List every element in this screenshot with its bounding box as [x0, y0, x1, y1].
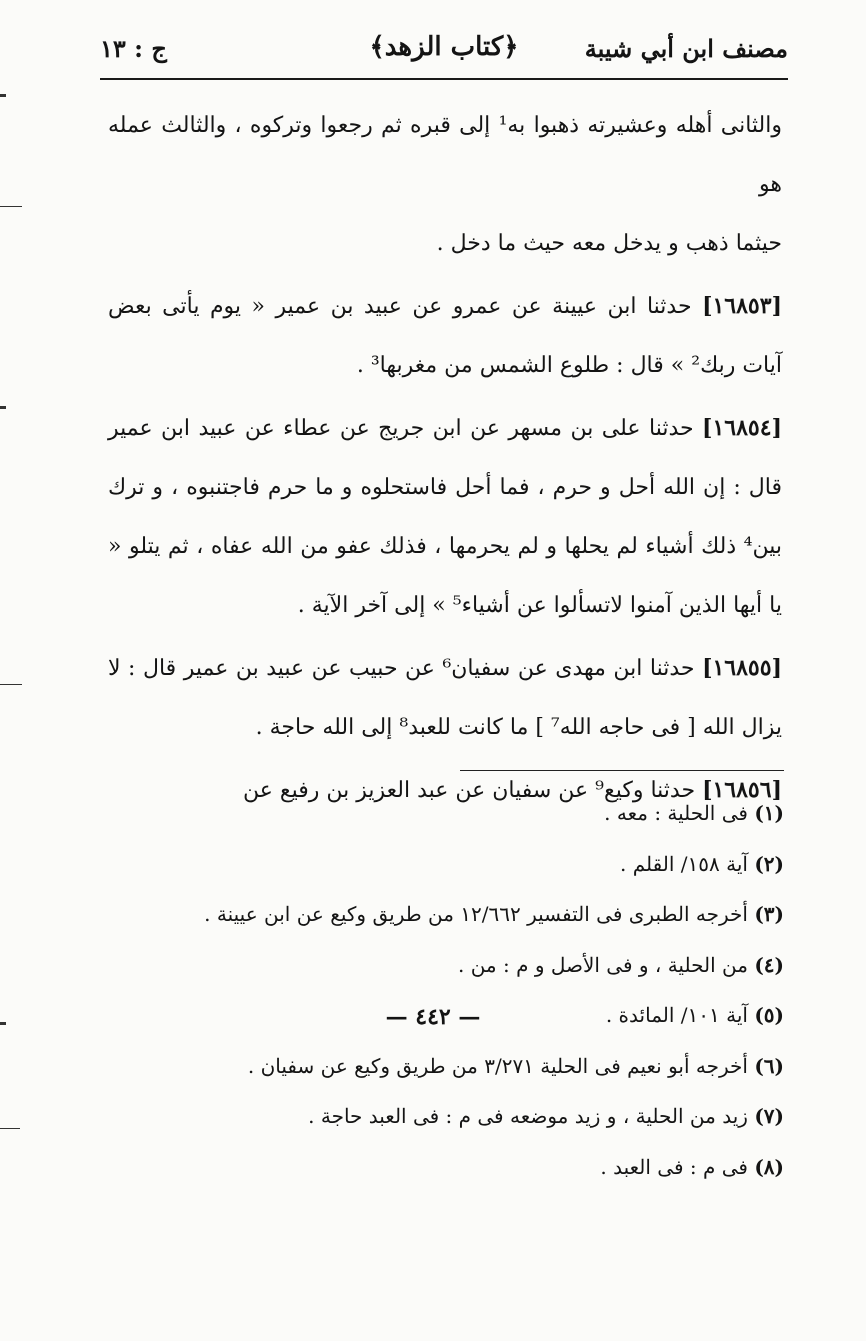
book-title: مصنف ابن أبي شيبة: [584, 34, 788, 63]
footnote-text: آية ١٠١/ المائدة .: [605, 1003, 748, 1027]
scan-mark: [0, 1128, 20, 1129]
hadith-paragraph: [108, 399, 782, 635]
footnote-item: [108, 940, 784, 991]
footnote-number: (١): [754, 801, 784, 825]
footnote-item: [108, 1091, 784, 1142]
scan-mark: [0, 206, 22, 207]
hadith-number: [١٦٨٥٦]: [702, 777, 782, 803]
volume-label: ج : ١٣: [100, 34, 167, 63]
hadith-number: [١٦٨٥٤]: [702, 415, 782, 441]
hadith-text: حدثنا ابن مهدى عن سفيان⁶ عن حبيب عن عبيد بن عمير قال : لا يزال الله [ فى حاجه الله⁷ ] ما كانت للعبد⁸ إلى الله حاجة .: [108, 656, 782, 740]
intro-line: حيثما ذهب و يدخل معه حيث ما دخل .: [436, 231, 782, 256]
footnote-text: أخرجه أبو نعيم فى الحلية ٣/٢٧١ من طريق وكيع عن سفيان .: [247, 1053, 748, 1078]
hadith-text: حدثنا وكيع⁹ عن سفيان عن عبد العزيز بن رفيع عن: [243, 778, 696, 803]
footnote-item: [108, 839, 784, 890]
scan-mark: [0, 684, 22, 685]
footnote-text: أخرجه الطبرى فى التفسير ١٢/٦٦٢ من طريق وكيع عن ابن عيينة .: [204, 902, 748, 926]
footnote-text: آية ١٥٨/ القلم .: [620, 851, 748, 876]
footnote-text: فى م : فى العبد .: [600, 1154, 748, 1179]
footnote-item: [108, 889, 784, 940]
page-header: [100, 26, 788, 76]
hadith-number: [١٦٨٥٣]: [702, 293, 782, 319]
scan-mark: [0, 94, 6, 97]
scan-mark: [0, 1022, 6, 1025]
section-title: ﴿كتاب الزهد﴾: [369, 32, 519, 62]
footnote-item: [108, 1041, 784, 1092]
footnote-text: فى الحلية : معه .: [604, 801, 748, 825]
footnote-separator: [460, 770, 784, 771]
hadith-text: حدثنا ابن عيينة عن عمرو عن عبيد بن عمير « يوم يأتى بعض آيات ربك² » قال : طلوع الشمس من مغربها³ .: [108, 294, 782, 378]
page-number: — ٤٤٢ —: [385, 1004, 481, 1030]
footnotes: [108, 788, 784, 1192]
footnote-number: (٥): [754, 1003, 784, 1027]
footnote-number: (٣): [754, 902, 784, 926]
footnote-number: (٨): [754, 1154, 784, 1179]
footnote-item: [108, 788, 784, 839]
footnote-item: [108, 1142, 784, 1193]
hadith-paragraph: [108, 277, 782, 395]
footnote-text: زيد من الحلية ، و زيد موضعه فى م : فى العبد حاجة .: [308, 1104, 748, 1128]
hadith-text: حدثنا على بن مسهر عن ابن جريج عن عطاء عن عبيد ابن عمير قال : إن الله أحل و حرم ، فما أحل فاستحلوه و ما حرم فاجتنبوه ، و ترك بين⁴ ذلك أشياء لم يحلها و لم يحرمها ، فذلك عفو من الله عفاه ، ثم يتلو « يا أيها الذين آمنوا لاتسألوا عن أشياء⁵ » إلى آخر الآية .: [108, 416, 782, 618]
hadith-number: [١٦٨٥٥]: [702, 655, 782, 681]
footnote-number: (٧): [754, 1104, 784, 1128]
footnote-text: من الحلية ، و فى الأصل و م : من .: [457, 952, 748, 977]
scan-mark: [0, 406, 6, 409]
footnote-number: (٤): [754, 952, 784, 977]
header-rule: [100, 78, 788, 80]
hadith-paragraph: [108, 639, 782, 757]
footnote-number: (٢): [754, 851, 784, 876]
intro-line: والثانى أهله وعشيرته ذهبوا به¹ إلى قبره ثم رجعوا وتركوه ، والثالث عمله هو: [108, 113, 783, 197]
main-text: [108, 96, 782, 820]
footnote-number: (٦): [754, 1053, 784, 1078]
